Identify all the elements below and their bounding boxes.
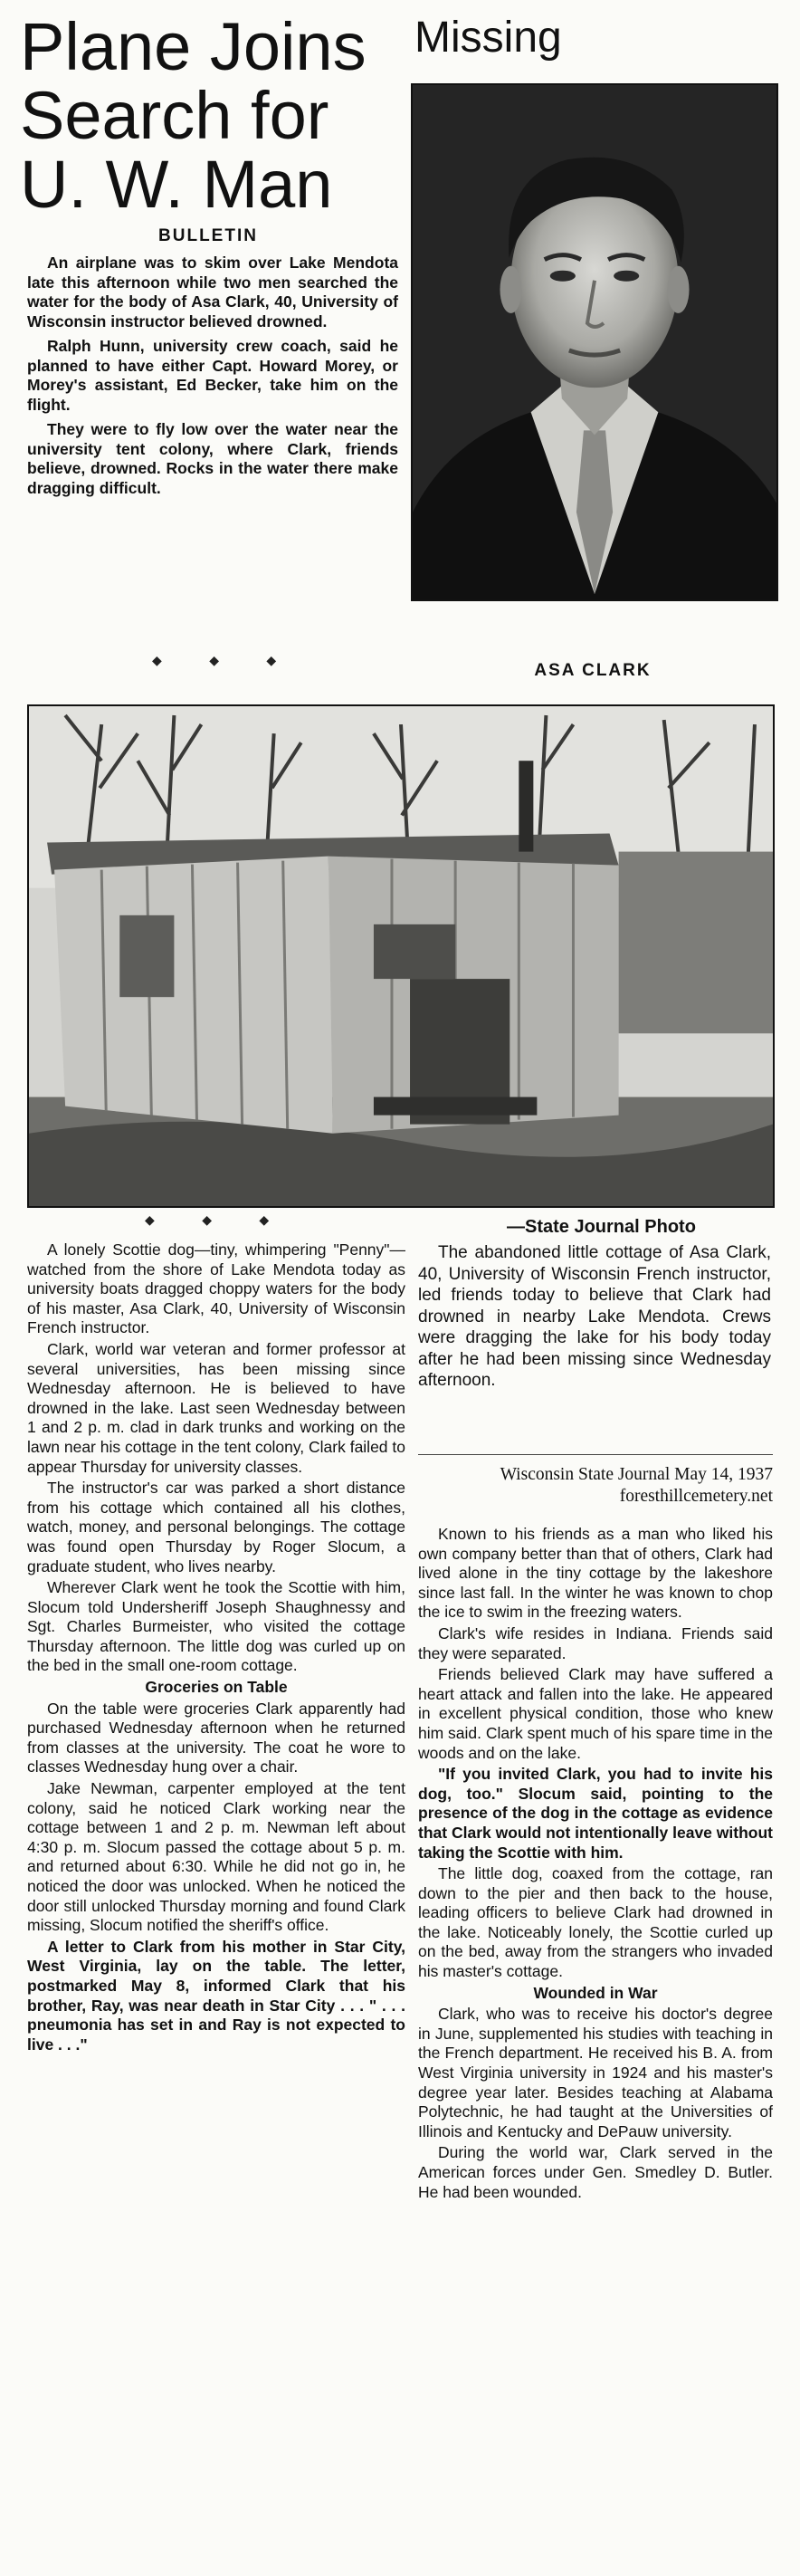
source-website: foresthillcemetery.net xyxy=(619,1487,773,1506)
article-paragraph: Friends believed Clark may have suffered a heart attack and fallen into the lake. He appeared in excellent physical condition, those who knew him said. Clark spent much of his spare time in the woods and on the lake. xyxy=(418,1665,773,1762)
headline-line-3: U. W. Man xyxy=(20,147,333,222)
photo-caption: The abandoned little cottage of Asa Clark, 40, University of Wisconsin French instructor, led friends today to believe that Clark had drowned in nearby Lake Mendota. Crews were dragging the lake for his body today after he had been missing since Wednesday afternoon. xyxy=(418,1243,771,1390)
cottage-photo xyxy=(27,704,775,1208)
article-paragraph: Known to his friends as a man who liked his own company better than that of others, Clark had lived alone in the tiny cottage by the lakeshore since last fall. In the winter he was known to chop the ice to swim in the freezing waters. xyxy=(418,1525,773,1622)
article-paragraph-bold: "If you invited Clark, you had to invite his dog, too." Slocum said, pointing to the presence of the dog in the cottage as evidence that Clark would not intentionally leave without taking the Scottie with him. xyxy=(418,1765,773,1862)
separator-diamonds: ◆ ◆ ◆ xyxy=(145,1213,291,1228)
source-publication: Wisconsin State Journal May 14, 1937 xyxy=(500,1465,773,1484)
subheading: Wounded in War xyxy=(533,1983,658,2002)
portrait-photo xyxy=(411,83,778,601)
article-paragraph: A lonely Scottie dog—tiny, whimpering "Penny"—watched from the shore of Lake Mendota today as university boats dragged choppy waters for the body of his master, Asa Clark, 40, University of Wisconsin French instructor. xyxy=(27,1240,405,1337)
headline-line-2: Search for xyxy=(20,78,329,153)
separator-diamonds: ◆ ◆ ◆ xyxy=(152,654,299,668)
bulletin-paragraph: An airplane was to skim over Lake Mendota late this afternoon while two men searched the water for the body of Asa Clark, 40, University of Wisconsin instructor believed drowned. xyxy=(27,254,398,330)
cottage-illustration xyxy=(29,706,773,1206)
article-right-column xyxy=(418,1525,773,2204)
article-paragraph: Jake Newman, carpenter employed at the tent colony, said he noticed Clark working near the cottage between 1 and 2 p. m. Newman left about 4:30 p. m. Slocum passed the cottage about 5 p. m. and returned about 6:30. While he did not go in, he noticed the door was unlocked. When he noticed the door still unlocked Thursday morning and found Clark missing, Slocum notified the sheriff's office. xyxy=(27,1779,405,1935)
article-paragraph: During the world war, Clark served in the American forces under Gen. Smedley D. Butler. He had been wounded. xyxy=(418,2143,773,2201)
article-paragraph: Clark, world war veteran and former professor at several universities, has been missing since Wednesday afternoon. He is believed to have drowned in the lake. Last seen Wednesday between 1 and 2 p. m. clad in dark trunks and working on the lawn near his cottage in the tent colony, Clark failed to appear Thursday for university classes. xyxy=(27,1339,405,1476)
headline-line-1: Plane Joins xyxy=(20,9,367,84)
article-paragraph: Clark's wife resides in Indiana. Friends said they were separated. xyxy=(418,1623,773,1662)
bulletin-paragraph: Ralph Hunn, university crew coach, said he planned to have either Capt. Howard Morey, or Morey's assistant, Ed Becker, take him on the flight. xyxy=(27,337,398,414)
article-paragraph-bold: A letter to Clark from his mother in Star City, West Virginia, lay on the table. The letter, postmarked May 8, informed Clark that his brother, Ray, was near death in Star City . . . " . . . pneumonia has set in and Ray is not expected to live . . ." xyxy=(27,1937,405,2054)
article-paragraph: The instructor's car was parked a short distance from his cottage which contained all his clothes, watch, money, and personal belongings. The cottage was found open Thursday by Roger Slocum, a graduate student, who lives nearby. xyxy=(27,1479,405,1575)
source-citation xyxy=(418,1464,773,1508)
article-paragraph: Clark, who was to receive his doctor's degree in June, supplemented his studies with teaching in the French department. He received his B. A. from West Virginia university in 1924 and his master's degree year later. Besides teaching at Alabama Polytechnic, he had taught at the Universities of Illinois and Kentucky and DePauw university. xyxy=(418,2005,773,2140)
bulletin-label: BULLETIN xyxy=(158,226,258,245)
bulletin-text xyxy=(27,254,398,503)
article-left-column xyxy=(27,1240,405,2056)
portrait-illustration xyxy=(413,85,776,599)
subheading: Groceries on Table xyxy=(145,1678,288,1697)
bulletin-paragraph: They were to fly low over the water near the university tent colony, where Clark, friends believe, drowned. Rocks in the water there make dragging difficult. xyxy=(27,420,398,497)
article-paragraph: Wherever Clark went he took the Scottie with him, Slocum told Undersheriff Joseph Shaughnessy and Sgt. Charles Burmeister, who visited the cottage Thursday afternoon. The little dog was curled up on the bed in the small one-room cottage. xyxy=(27,1578,405,1675)
article-paragraph: The little dog, coaxed from the cottage, ran down to the pier and then back to the house, leading officers to believe Clark had drowned in the lake. Noticeably lonely, the Scottie curled up on the bed, away from the strangers who invaded his master's cottage. xyxy=(418,1864,773,1981)
article-paragraph: On the table were groceries Clark apparently had purchased Wednesday afternoon when he returned from classes at the university. The coat he wore to classes Wednesday hung over a chair. xyxy=(27,1699,405,1776)
portrait-caption: ASA CLARK xyxy=(534,661,652,680)
missing-label: Missing xyxy=(414,14,562,62)
headline xyxy=(20,9,400,222)
photo-credit: —State Journal Photo xyxy=(507,1217,696,1237)
divider xyxy=(418,1454,773,1455)
